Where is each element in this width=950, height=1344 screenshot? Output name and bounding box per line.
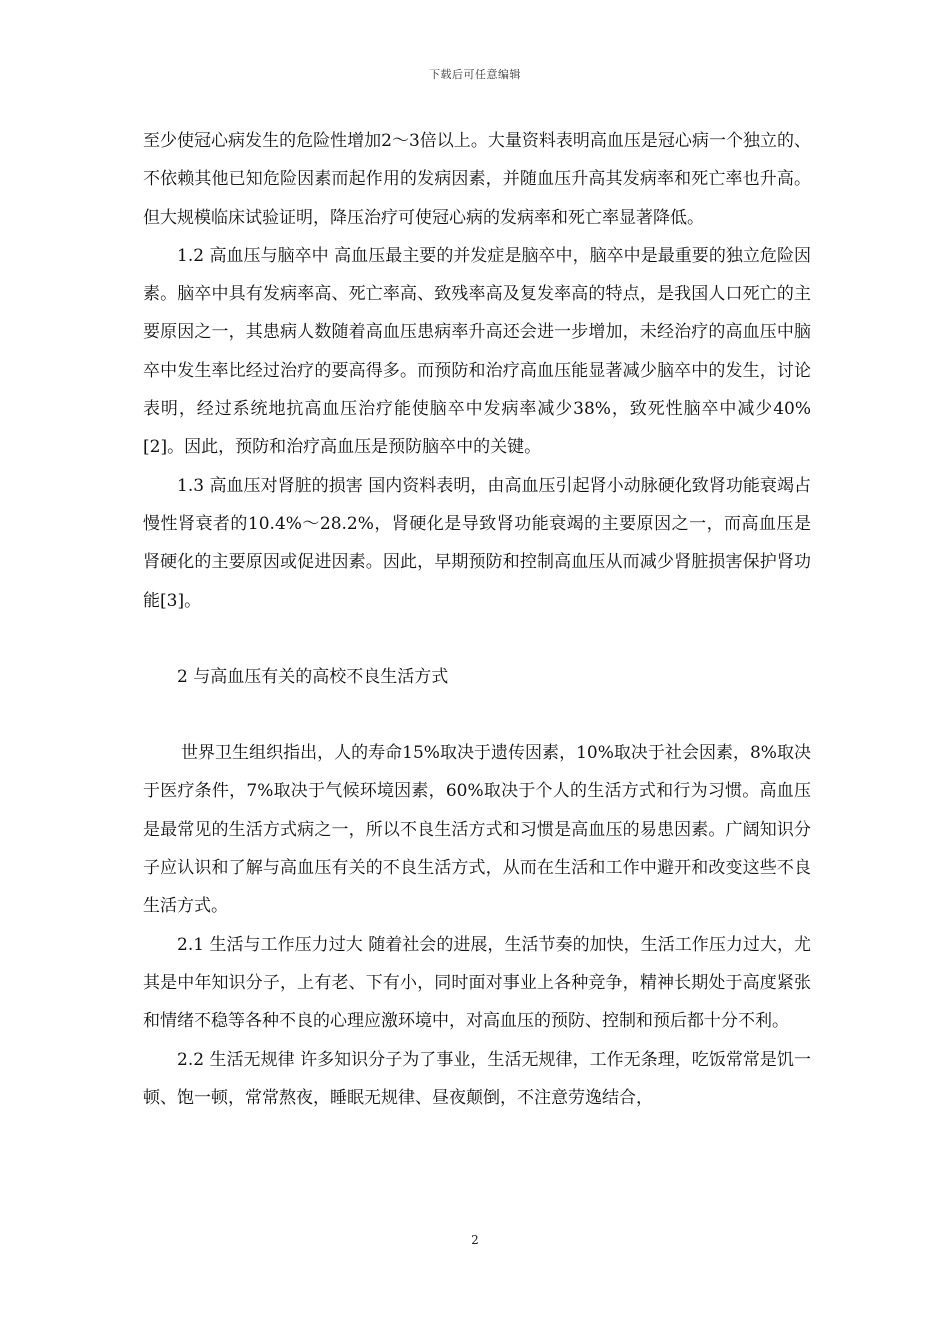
paragraph-stress: 2.1 生活与工作压力过大 随着社会的进展，生活节奏的加快，生活工作压力过大，尤其是中年知识分子，上有老、下有小，同时面对事业上各种竞争，精神长期处于高度紧张和情绪不稳等各种不良的心理应激环境中，对高血压的预防、控制和预后都十分不利。 [143, 934, 811, 1032]
page-number: 2 [471, 1233, 479, 1247]
paragraph-who: 世界卫生组织指出，人的寿命15%取决于遗传因素，10%取决于社会因素，8%取决于医疗条件，7%取决于气候环境因素，60%取决于个人的生活方式和行为习惯。高血压是最常见的生活方式病之一，所以不良生活方式和习惯是高血压的易患因素。广阔知识分子应认识和了解与高血压有关的不良生活方式，从而在生活和工作中避开和改变这些不良生活方式。 [143, 743, 811, 917]
spacer [143, 696, 811, 734]
paragraph-kidney: 1.3 高血压对肾脏的损害 国内资料表明，由高血压引起肾小动脉硬化致肾功能衰竭占慢性肾衰者的10.4%～28.2%，肾硬化是导致肾功能衰竭的主要原因之一，而高血压是肾硬化的主要原因或促进因素。因此，早期预防和控制高血压从而减少肾脏损害保护肾功能[3]。 [143, 475, 811, 611]
paragraph-coronary: 至少使冠心病发生的危险性增加2～3倍以上。大量资料表明高血压是冠心病一个独立的、不依赖其他已知危险因素而起作用的发病因素，并随血压升高其发病率和死亡率也升高。但大规模临床试验证明，降压治疗可使冠心病的发病率和死亡率显著降低。 [143, 131, 811, 228]
section-heading: 2 与高血压有关的高校不良生活方式 [177, 666, 449, 687]
paragraph-stroke: 1.2 高血压与脑卒中 高血压最主要的并发症是脑卒中，脑卒中是最重要的独立危险因素。脑卒中具有发病率高、死亡率高、致残率高及复发率高的特点，是我国人口死亡的主要原因之一，其患病人数随着高血压患病率升高还会进一步增加，未经治疗的高血压中脑卒中发生率比经过治疗的要高得多。而预防和治疗高血压能显著减少脑卒中的发生，讨论表明，经过系统地抗高血压治疗能使脑卒中发病率减少38%，致死性脑卒中减少40%[2]。因此，预防和治疗高血压是预防脑卒中的关键。 [143, 245, 811, 458]
page-header: 下载后可任意编辑 [429, 68, 521, 81]
document-body [143, 122, 811, 1117]
paragraph-irregular: 2.2 生活无规律 许多知识分子为了事业，生活无规律，工作无条理，吃饭常常是饥一顿、饱一顿，常常熬夜，睡眠无规律、昼夜颠倒，不注意劳逸结合， [143, 1049, 811, 1108]
